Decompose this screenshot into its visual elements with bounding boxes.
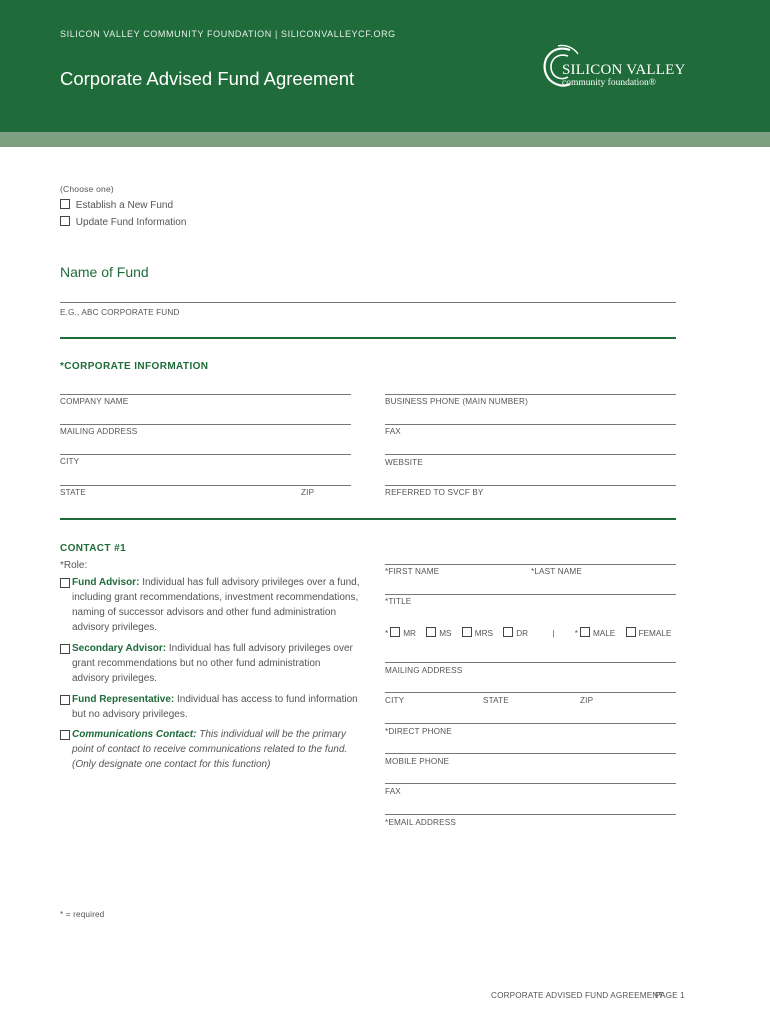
contact-heading: CONTACT #1 (60, 543, 127, 554)
contact-state-label: STATE (483, 696, 509, 705)
contact-city-label: CITY (385, 696, 405, 705)
referred-by-field[interactable] (385, 485, 676, 486)
role-description: Individual has full advisory privileges over a fund, including grant recommendations, investment recommendations, naming of successor advisors and other fund administration advisory privileges. (72, 577, 360, 633)
choose-one-label: (Choose one) (60, 184, 114, 194)
checkbox-male[interactable] (580, 627, 590, 637)
title-field[interactable] (385, 594, 676, 595)
checkbox-mrs[interactable] (462, 627, 472, 637)
salutation-label: MS (439, 629, 452, 638)
fund-name-hint: E.G., ABC CORPORATE FUND (60, 308, 180, 317)
role-description: Individual has access to fund information but no advisory privileges. (72, 694, 358, 720)
salutation-options (385, 627, 671, 638)
logo-subtitle: community foundation® (562, 78, 657, 88)
last-name-label: *LAST NAME (531, 567, 582, 576)
salutation-required-mark: * (385, 629, 389, 638)
first-name-label: *FIRST NAME (385, 567, 440, 576)
role-communications-contact[interactable] (60, 727, 360, 772)
fund-name-heading: Name of Fund (60, 264, 149, 280)
fund-name-input-line[interactable] (60, 302, 676, 303)
business-phone-label: BUSINESS PHONE (MAIN NUMBER) (385, 397, 528, 406)
city-label: CITY (60, 457, 80, 466)
checkbox[interactable] (60, 644, 70, 654)
option-label: Establish a New Fund (75, 200, 174, 211)
contact-mailing-address-label: MAILING ADDRESS (385, 666, 463, 675)
checkbox[interactable] (60, 730, 70, 740)
footer-page-number: PAGE 1 (655, 991, 685, 1000)
checkbox[interactable] (60, 695, 70, 705)
contact-zip-label: ZIP (580, 696, 594, 705)
page-title: Corporate Advised Fund Agreement (60, 68, 355, 89)
checkbox[interactable] (60, 578, 70, 588)
mailing-address-label: MAILING ADDRESS (60, 427, 138, 436)
role-name: Fund Advisor: (72, 577, 140, 588)
option-establish-new-fund[interactable] (60, 199, 173, 211)
fax-field[interactable] (385, 424, 676, 425)
option-update-fund-information[interactable] (60, 216, 186, 228)
direct-phone-field[interactable] (385, 723, 676, 724)
referred-by-label: REFERRED TO SVCF BY (385, 488, 484, 497)
gender-label: FEMALE (638, 629, 672, 638)
salutation-label: MR (403, 629, 416, 638)
state-label: STATE (60, 488, 86, 497)
checkbox-dr[interactable] (503, 627, 513, 637)
role-fund-representative[interactable] (60, 692, 360, 722)
checkbox-mr[interactable] (390, 627, 400, 637)
role-label: *Role: (60, 560, 88, 571)
salutation-label: MRS (474, 629, 493, 638)
company-name-label: COMPANY NAME (60, 397, 129, 406)
website-label: WEBSITE (385, 458, 423, 467)
footer-document-name: CORPORATE ADVISED FUND AGREEMENT (491, 991, 664, 1000)
mobile-phone-field[interactable] (385, 753, 676, 754)
checkbox-ms[interactable] (426, 627, 436, 637)
email-label: *EMAIL ADDRESS (385, 818, 456, 827)
mailing-address-field[interactable] (60, 424, 351, 425)
role-fund-advisor[interactable] (60, 575, 360, 635)
contact-fax-label: FAX (385, 787, 401, 796)
separator: | (552, 629, 555, 638)
checkbox[interactable] (60, 199, 70, 209)
company-name-field[interactable] (60, 394, 351, 395)
zip-label: ZIP (301, 488, 315, 497)
contact-fax-field[interactable] (385, 783, 676, 784)
org-line: SILICON VALLEY COMMUNITY FOUNDATION | SILICONVALLEYCF.ORG (60, 29, 396, 39)
business-phone-field[interactable] (385, 394, 676, 395)
mobile-phone-label: MOBILE PHONE (385, 757, 450, 766)
city-field[interactable] (60, 454, 351, 455)
role-name: Communications Contact: (72, 729, 197, 740)
website-field[interactable] (385, 454, 676, 455)
salutation-label: DR (516, 629, 529, 638)
checkbox-female[interactable] (626, 627, 636, 637)
direct-phone-label: *DIRECT PHONE (385, 727, 452, 736)
section-divider (60, 518, 676, 520)
option-label: Update Fund Information (75, 217, 187, 228)
section-divider (60, 337, 676, 339)
gender-label: MALE (592, 629, 616, 638)
title-label: *TITLE (385, 597, 412, 606)
corporate-info-heading: *CORPORATE INFORMATION (60, 361, 209, 372)
logo-wordmark: SILICON VALLEY (562, 62, 686, 78)
name-field[interactable] (385, 564, 676, 565)
checkbox[interactable] (60, 216, 70, 226)
role-name: Secondary Advisor: (72, 643, 167, 654)
contact-mailing-address-field[interactable] (385, 662, 676, 663)
role-name: Fund Representative: (72, 694, 175, 705)
header-stripe (0, 132, 770, 147)
state-zip-field[interactable] (60, 485, 351, 486)
role-description: This individual will be the primary point of contact to receive communications related to the fund. (Only designate one contact for this function) (72, 729, 348, 770)
required-footnote: * = required (60, 910, 105, 919)
contact-city-state-zip-field[interactable] (385, 692, 676, 693)
foundation-logo (540, 44, 690, 94)
gender-required-mark: * (574, 629, 578, 638)
role-description: Individual has full advisory privileges over grant recommendations but no other fund administration advisory privileges. (72, 643, 353, 684)
header-banner (0, 0, 770, 132)
fax-label: FAX (385, 427, 401, 436)
email-field[interactable] (385, 814, 676, 815)
role-secondary-advisor[interactable] (60, 641, 360, 686)
